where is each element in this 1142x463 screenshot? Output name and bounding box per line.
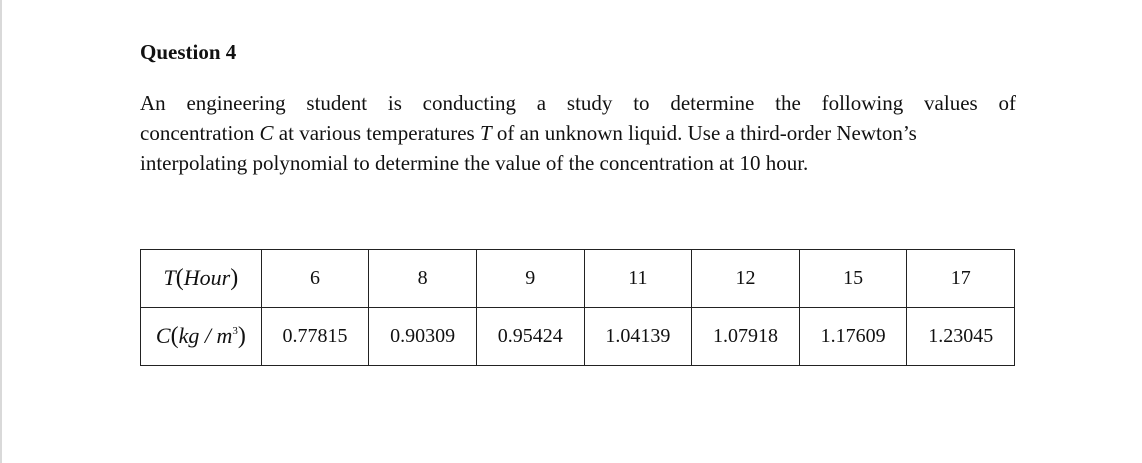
table-cell: 0.77815: [261, 308, 369, 366]
variable-c: C: [259, 121, 274, 145]
table-cell: 11: [584, 250, 692, 308]
row-header-concentration: $C(kg / m^3)$: [141, 308, 262, 366]
time-unit: Hour: [183, 265, 231, 290]
row-header-time: T(Hour): [141, 250, 262, 308]
question-line-1: An engineering student is conducting a study to determine the following values of: [140, 91, 1016, 115]
table-cell: 9: [476, 250, 584, 308]
unit-exponent: 3: [232, 325, 238, 337]
time-symbol: T: [163, 265, 176, 290]
concentration-unit: kg / m: [178, 323, 233, 348]
table-cell: 0.90309: [369, 308, 477, 366]
table-cell: 1.23045: [907, 308, 1015, 366]
question-text: [140, 88, 1016, 178]
page-left-edge: [0, 0, 2, 463]
line-2-part-1: concentration: [140, 121, 260, 145]
table-cell: 0.95424: [476, 308, 584, 366]
question-line-3: interpolating polynomial to determine the value of the concentration at 10 hour.: [140, 151, 809, 175]
table-row-concentration: [141, 308, 1015, 366]
table-row-time: [141, 250, 1015, 308]
table-cell: 6: [261, 250, 369, 308]
line-2-part-3: of an unknown liquid. Use a third-order Newton’s: [491, 121, 917, 145]
question-line-2: [140, 118, 1016, 148]
table-cell: 12: [692, 250, 800, 308]
table-cell: 1.07918: [692, 308, 800, 366]
concentration-symbol: C: [155, 323, 171, 348]
question-heading: Question 4: [140, 40, 237, 64]
table-cell: 8: [369, 250, 477, 308]
table-cell: 1.04139: [584, 308, 692, 366]
data-table: [140, 249, 1015, 366]
variable-t: T: [479, 121, 492, 145]
table-cell: 17: [907, 250, 1015, 308]
line-2-part-2: at various temperatures: [273, 121, 480, 145]
table-cell: 1.17609: [799, 308, 907, 366]
table-cell: 15: [799, 250, 907, 308]
